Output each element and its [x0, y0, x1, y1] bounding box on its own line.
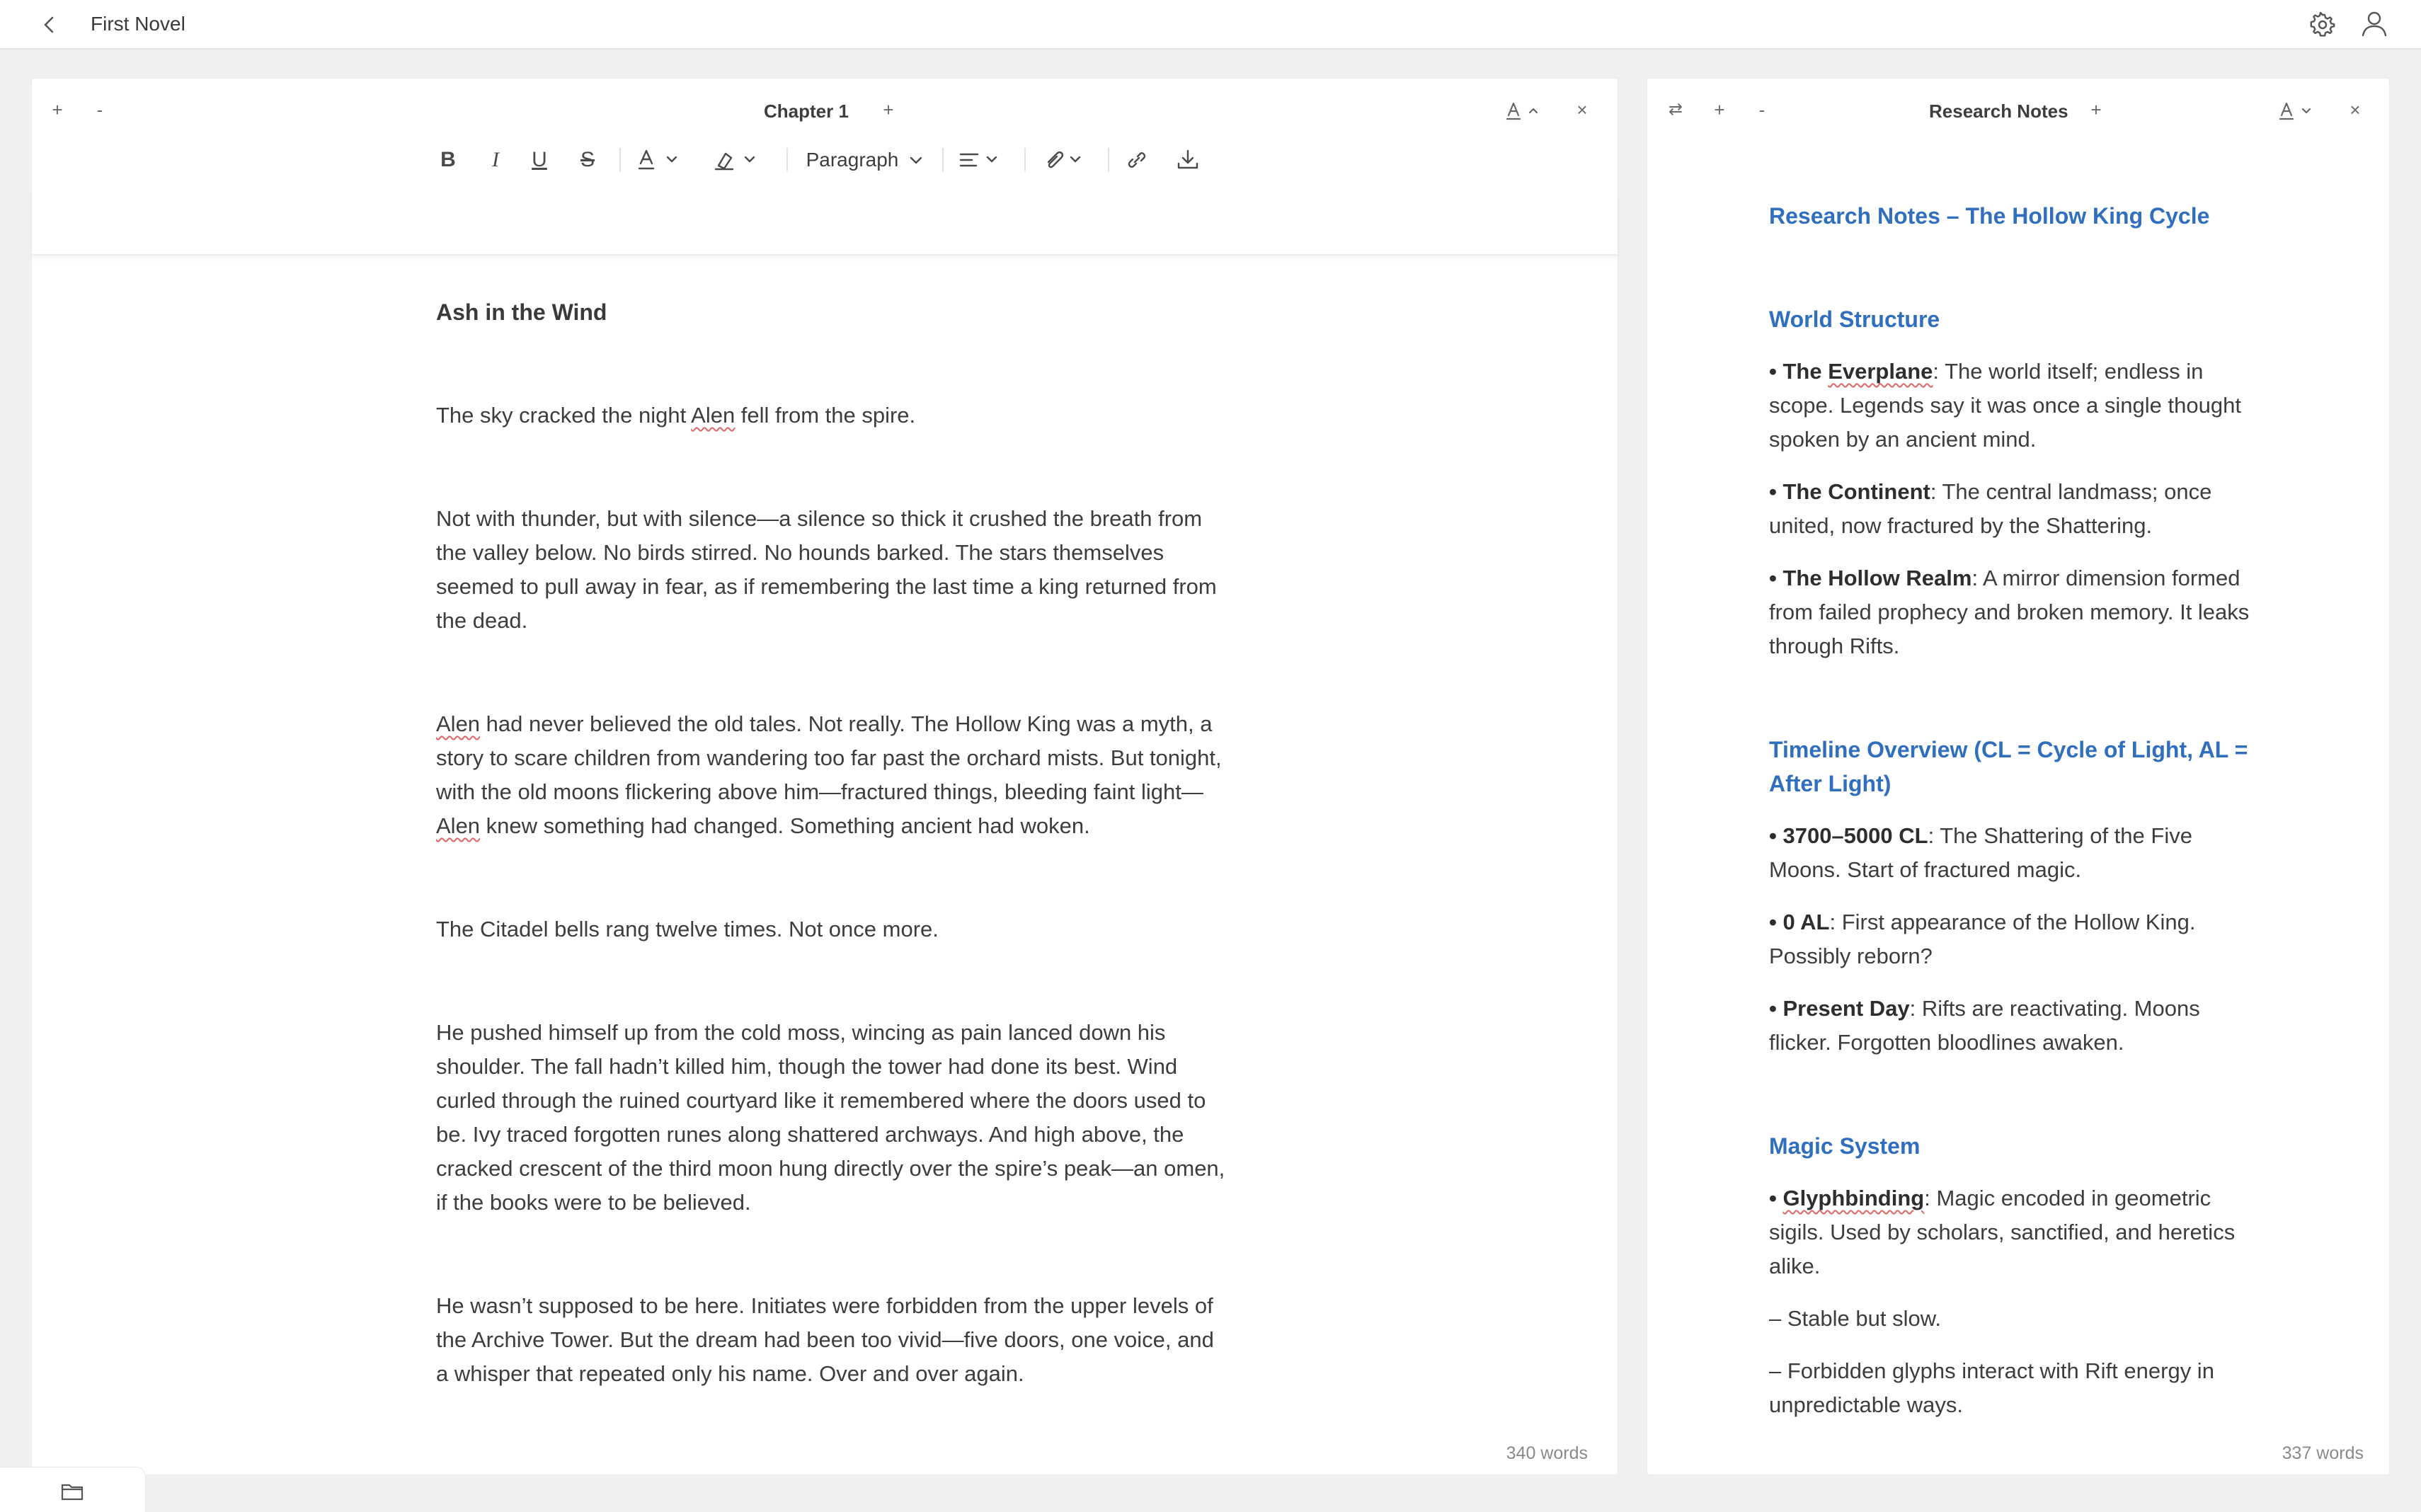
chapter-heading: Ash in the Wind: [436, 299, 607, 325]
attachment-dropdown-icon[interactable]: [1040, 144, 1094, 176]
underline-button[interactable]: U: [532, 148, 547, 171]
pane-header: [32, 79, 1618, 142]
highlight-dropdown-icon[interactable]: [711, 144, 765, 176]
tab-chapter-1[interactable]: Chapter 1: [764, 101, 849, 122]
block-style-select[interactable]: [803, 144, 928, 176]
align-dropdown-icon[interactable]: [956, 144, 1010, 176]
text-run: : First appearance of the Hollow King. Possibly reborn?: [1769, 910, 2196, 968]
toolbar-divider: [619, 148, 621, 172]
term: • 3700–5000 CL: [1769, 823, 1928, 848]
link-icon[interactable]: [1121, 144, 1153, 176]
chevron-down-icon: [907, 153, 925, 167]
notes-title: Research Notes – The Hollow King Cycle: [1769, 203, 2210, 229]
title-bar: [0, 0, 2421, 50]
text-run: The sky cracked the night: [436, 403, 692, 428]
text-run: : The Shattering of the Five Moons. Start of fractured magic.: [1769, 823, 2192, 882]
text-run: : The world itself; endless in scope. Legends say it was once a single thought spoken by an ancient mind.: [1769, 359, 2241, 452]
list-item: [1769, 992, 2265, 1060]
zoom-out-button[interactable]: -: [96, 99, 103, 120]
strikethrough-button[interactable]: S: [580, 148, 595, 171]
paragraph: [436, 399, 1229, 433]
text-run: : Rifts are reactivating. Moons flicker. Forgotten bloodlines awaken.: [1769, 996, 2200, 1055]
word-count: 340 words: [1506, 1443, 1588, 1463]
research-notes-body[interactable]: [1769, 186, 2265, 1422]
section-heading: Timeline Overview (CL = Cycle of Light, AL = After Light): [1769, 737, 2248, 796]
italic-button[interactable]: I: [492, 148, 499, 171]
text-run: •: [1769, 1186, 1783, 1210]
list-item: [1769, 355, 2265, 457]
list-item: [1769, 819, 2265, 887]
add-tab-button[interactable]: +: [883, 99, 894, 120]
chevron-left-icon[interactable]: [35, 11, 64, 39]
toolbar-divider: [1108, 148, 1109, 172]
editor-pane-chapter: [31, 78, 1618, 1475]
misspelled-word[interactable]: Glyphbinding: [1782, 1186, 1925, 1210]
block-style-label: Paragraph: [806, 149, 899, 171]
term: • The Continent: [1769, 479, 1930, 504]
list-item: [1769, 905, 2265, 973]
pane-header: [1647, 79, 2389, 142]
list-item: – Stable but slow.: [1769, 1306, 1941, 1331]
gear-icon[interactable]: [2306, 8, 2339, 41]
document-title: First Novel: [91, 13, 185, 35]
paragraph: [436, 707, 1229, 843]
text-run: • The: [1769, 359, 1828, 384]
toolbar-divider: [786, 148, 788, 172]
toolbar-strip: [32, 192, 1618, 256]
word-count: 337 words: [2282, 1443, 2364, 1463]
list-item: – Forbidden glyphs interact with Rift energy in unpredictable ways.: [1769, 1358, 2214, 1417]
folder-icon[interactable]: [58, 1477, 86, 1506]
paragraph: He wasn’t supposed to be here. Initiates were forbidden from the upper levels of the Archive Tower. But the dream had been too vivid—five doors, one voice, and a whisper that repeated only his name. Over and over again.: [436, 1293, 1214, 1386]
text-run: fell from the spire.: [735, 403, 916, 428]
term: • The Hollow Realm: [1769, 566, 1972, 590]
list-item: [1769, 561, 2265, 663]
paragraph: He pushed himself up from the cold moss, wincing as pain lanced down his shoulder. The fall hadn’t killed him, though the tower had done its best. Wind curled through the ruined courtyard like it remembered where the doors used to be. Ivy traced forgotten runes along shattered archways. And high above, the cracked crescent of the third moon hung directly over the spire’s peak—an omen, if the books were to be believed.: [436, 1020, 1225, 1215]
section-heading: Magic System: [1769, 1133, 1921, 1159]
text-run: had never believed the old tales. Not really. The Hollow King was a myth, a story to scare children from wandering too far past the orchard mists. But tonight, with the old moons flickering above him—fractured things, bleeding faint light—: [436, 711, 1222, 804]
tab-research-notes[interactable]: Research Notes: [1929, 101, 2068, 122]
text-run: : Magic encoded in geometric sigils. Used by scholars, sanctified, and heretics alike.: [1769, 1186, 2236, 1278]
toolbar-divider: [1024, 148, 1026, 172]
zoom-out-button[interactable]: -: [1758, 99, 1765, 120]
toolbar-divider: [942, 148, 944, 172]
text-size-toggle-icon[interactable]: [2277, 97, 2327, 125]
swap-panes-button[interactable]: ⇄: [1668, 100, 1683, 119]
misspelled-word[interactable]: Alen: [436, 711, 481, 736]
text-run: : The central landmass; once united, now fractured by the Shattering.: [1769, 479, 2212, 538]
bold-button[interactable]: B: [440, 148, 456, 171]
text-color-dropdown-icon[interactable]: [635, 144, 689, 176]
text-run: : A mirror dimension formed from failed prophecy and broken memory. It leaks through Rifts.: [1769, 566, 2250, 658]
list-item: [1769, 475, 2265, 543]
project-drawer-tab[interactable]: [0, 1467, 146, 1512]
paragraph: The Citadel bells rang twelve times. Not once more.: [436, 917, 939, 941]
section-heading: World Structure: [1769, 307, 1940, 332]
text-size-toggle-icon[interactable]: [1504, 97, 1554, 125]
download-icon[interactable]: [1172, 144, 1204, 176]
zoom-in-button[interactable]: +: [1714, 99, 1725, 120]
editor-pane-research-notes: [1647, 78, 2390, 1475]
term: • Present Day: [1769, 996, 1910, 1021]
add-tab-button[interactable]: +: [2090, 99, 2102, 120]
misspelled-word[interactable]: Everplane: [1828, 359, 1933, 384]
term: • 0 AL: [1769, 910, 1830, 934]
paragraph: Not with thunder, but with silence—a silence so thick it crushed the breath from the valley below. No birds stirred. No hounds barked. The stars themselves seemed to pull away in fear, as if remembering the last time a king returned from the dead.: [436, 506, 1217, 633]
list-item: [1769, 1181, 2265, 1283]
misspelled-word[interactable]: Alen: [691, 403, 736, 428]
user-icon[interactable]: [2357, 7, 2391, 41]
close-pane-button[interactable]: ×: [2350, 99, 2361, 120]
close-pane-button[interactable]: ×: [1576, 99, 1588, 120]
misspelled-word[interactable]: Alen: [436, 813, 481, 838]
chapter-editor-body[interactable]: [436, 284, 1229, 1391]
zoom-in-button[interactable]: +: [52, 99, 63, 120]
text-run: knew something had changed. Something ancient had woken.: [480, 813, 1090, 838]
